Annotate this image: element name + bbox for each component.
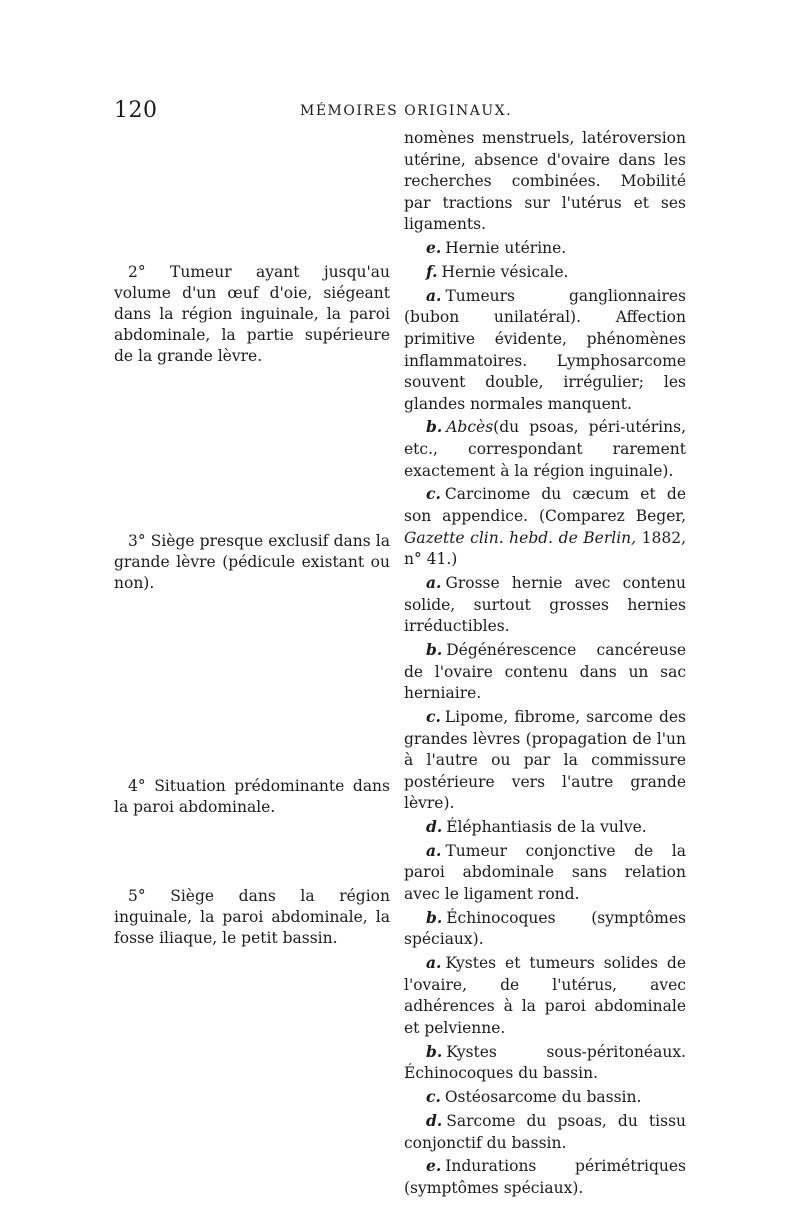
entry-text: Ostéosarcome du bassin. [444, 1088, 642, 1107]
entry-a-kystes-tumeurs [404, 952, 686, 1039]
entry-a-tumeurs-ganglionnaires [404, 285, 686, 416]
left-column-block [114, 262, 390, 367]
entry-text: Dégénérescence cancéreuse de l'ovaire contenu dans un sac herniaire. [404, 640, 686, 703]
entry-d-sarcome-psoas [404, 1110, 686, 1154]
entry-d-elephantiasis [404, 816, 686, 839]
entry-c-lipome [404, 706, 686, 815]
entry-label: b. [426, 417, 443, 437]
entry-label: b. [426, 907, 443, 927]
entry-text: Tumeur conjonctive de la paroi abdominale sans relation avec le ligament rond. [404, 841, 686, 904]
right-column [404, 128, 686, 1201]
entry-label: a. [426, 573, 442, 592]
entry-label: a. [426, 840, 442, 860]
entry-lead: Abcès [446, 418, 494, 437]
entry-text: Grosse hernie avec contenu solide, surtout grosses hernies irréductibles. [404, 574, 686, 636]
entry-text: Sarcome du psoas, du tissu conjonctif du bassin. [404, 1111, 686, 1152]
entry-label: c. [426, 484, 441, 504]
category-4-text: 4° Situation prédominante dans la paroi abdominale. [114, 777, 390, 816]
entry-label: d. [426, 817, 443, 837]
entry-e-indurations [404, 1155, 686, 1199]
entry-label: b. [426, 639, 443, 659]
category-3-text: 3° Siège presque exclusif dans la grande lèvre (pédicule existant ou non). [114, 532, 390, 592]
left-column-block [114, 886, 390, 949]
entry-text: (du psoas, péri-utérins, etc., correspondant rarement exactement à la région inguinale). [404, 418, 686, 480]
entry-label: c. [426, 706, 441, 726]
entry-text: Kystes sous-péritonéaux. Échinocoques du bassin. [404, 1042, 686, 1083]
entry-label: b. [426, 1041, 443, 1061]
entry-text: Indurations périmétriques (symptômes spéciaux). [404, 1157, 686, 1197]
entry-b-kystes-sous-peritoneaux [404, 1041, 686, 1085]
entry-label: a. [426, 953, 442, 973]
entry-e-hernie-uterine [404, 237, 686, 260]
category-2-text: 2° Tumeur ayant jusqu'au volume d'un œuf d'oie, siégeant dans la région inguinale, la paroi abdominale, la partie supérieure de la grande lèvre. [114, 263, 390, 365]
entry-c-osteosarcome [404, 1086, 686, 1109]
left-column-block [114, 531, 390, 594]
entry-text: Éléphantiasis de la vulve. [446, 818, 647, 837]
entry-b-abces [404, 416, 686, 482]
entry-label: a. [426, 285, 442, 305]
entry-text: Hernie utérine. [445, 239, 567, 258]
entry-f-hernie-vesicale [404, 261, 686, 284]
entry-text: Carcinome du cæcum et de son appendice. (Comparez Beger, [404, 485, 686, 526]
left-column-block [114, 776, 390, 818]
entry-a-tumeur-conjonctive [404, 840, 686, 906]
entry-label: f. [426, 261, 438, 281]
entry-label: e. [426, 1156, 442, 1176]
entry-c-carcinome [404, 483, 686, 570]
entry-label: e. [426, 238, 442, 258]
entry-text: Lipome, fibrome, sarcome des grandes lèvres (propagation de l'un à l'autre ou par la commissure postérieure vers l'autre grande lèvre). [404, 707, 686, 813]
journal-citation: Gazette clin. hebd. de Berlin, [404, 528, 637, 547]
continuation-paragraph: nomènes menstruels, latéroversion utérine, absence d'ovaire dans les recherches combinées. Mobilité par tractions sur l'utérus et ses ligaments. [404, 129, 686, 234]
entry-a-grosse-hernie [404, 572, 686, 638]
entry-label: c. [426, 1087, 441, 1107]
entry-text-after: 1882, n° 41.) [404, 528, 686, 569]
entry-text: Échinocoques (symptômes spéciaux). [404, 908, 686, 949]
category-5-text: 5° Siège dans la région inguinale, la paroi abdominale, la fosse iliaque, le petit bassin. [114, 887, 390, 947]
entry-text: Tumeurs ganglionnaires (bubon unilatéral). Affection primitive évidente, phénomènes inflammatoires. Lymphosarcome souvent double, irrégulier; les glandes normales manquent. [404, 286, 686, 413]
running-title: MÉMOIRES ORIGINAUX. [300, 103, 513, 119]
page-number: 120 [114, 98, 158, 123]
entry-text: Kystes et tumeurs solides de l'ovaire, de l'utérus, avec adhérences à la paroi abdominale et pelvienne. [404, 954, 686, 1037]
entry-label: d. [426, 1110, 443, 1130]
entry-b-degenerescence [404, 639, 686, 705]
entry-text: Hernie vésicale. [441, 262, 569, 281]
entry-b-echinocoques [404, 907, 686, 951]
